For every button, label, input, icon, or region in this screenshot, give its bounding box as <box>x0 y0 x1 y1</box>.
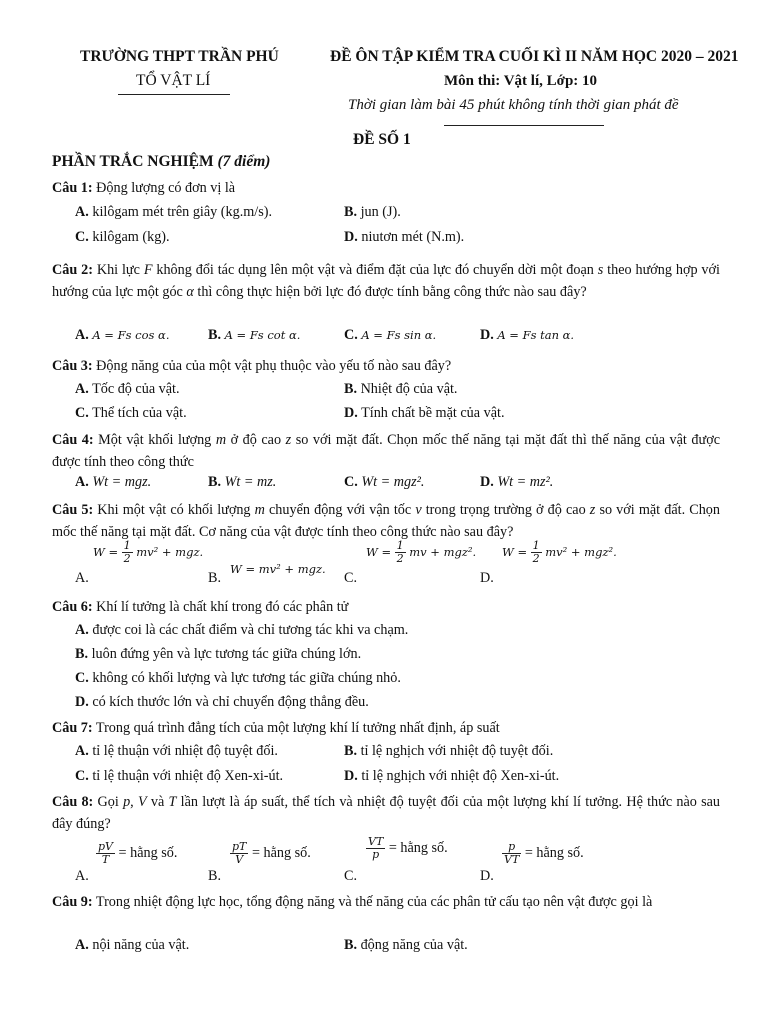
section-title: PHẦN TRẮC NGHIỆM (7 điểm) <box>52 153 271 170</box>
q7-option-d: D. tỉ lệ nghịch với nhiệt độ Xen-xi-út. <box>344 768 560 784</box>
q2-option-b: B. A = Fs cot α. <box>208 327 301 343</box>
question-3: Câu 3: Động năng của của một vật phụ thuộc vào yếu tố nào sau đây? <box>52 358 452 374</box>
q8-option-a: $\frac{pV}{T}$ = hằng số. <box>98 840 178 866</box>
q7-option-b: B. tỉ lệ nghịch với nhiệt độ tuyệt đối. <box>344 743 554 759</box>
q8-option-b-letter: B. <box>208 868 222 884</box>
q9-option-b: B. động năng của vật. <box>344 937 468 953</box>
q6-option-c: C. không có khối lượng và lực tương tác giữa chúng nhỏ. <box>75 670 401 686</box>
question-7: Câu 7: Trong quá trình đẳng tích của một lượng khí lí tưởng nhất định, áp suất <box>52 720 500 736</box>
q8-option-a-letter: A. <box>75 868 89 884</box>
exam-time: Thời gian làm bài 45 phút không tính thời gian phát đề <box>348 97 679 113</box>
school-name: TRƯỜNG THPT TRẦN PHÚ <box>80 48 279 65</box>
q3-option-b: B. Nhiệt độ của vật. <box>344 381 458 397</box>
q5-option-a-letter: A. <box>75 570 89 586</box>
question-2: Câu 2: Khi lực F không đổi tác dụng lên một vật và điểm đặt của lực đó chuyển dời một đoạn s theo hướng hợp với hướng của lực một góc α thì công thực hiện bởi lực đó được tính bằng công thức nào sau đây? <box>52 262 720 300</box>
exam-title: ĐỀ ÔN TẬP KIỂM TRA CUỐI KÌ II NĂM HỌC 2020 – 2021 <box>330 48 739 65</box>
exam-subject: Môn thi: Vật lí, Lớp: 10 <box>444 73 598 89</box>
q1-option-a: A. kilôgam mét trên giây (kg.m/s). <box>75 204 273 220</box>
q5-option-d: W = $\frac{1}{2}$ mv² + mgz². <box>502 539 617 565</box>
q5-option-b: W = mv² + mgz. <box>230 562 326 576</box>
question-9: Câu 9: Trong nhiệt động lực học, tổng động năng và thế năng của các phân tử cấu tạo nên vật được gọi là <box>52 894 653 910</box>
q1-option-d: D. niutơn mét (N.m). <box>344 229 465 245</box>
department-name: TỔ VẬT LÍ <box>136 72 211 89</box>
q2-option-a: A. A = Fs cos α. <box>75 327 170 343</box>
question-6: Câu 6: Khí lí tưởng là chất khí trong đó các phân tử <box>52 599 349 615</box>
q7-option-c: C. tỉ lệ thuận với nhiệt độ Xen-xi-út. <box>75 768 284 784</box>
q5-option-a: W = $\frac{1}{2}$ mv² + mgz. <box>93 539 204 565</box>
q8-option-b: $\frac{pT}{V}$ = hằng số. <box>232 840 311 866</box>
header-underline-right <box>444 125 604 126</box>
q5-option-b-letter: B. <box>208 570 222 586</box>
q8-option-d: $\frac{p}{VT}$ = hằng số. <box>504 840 584 866</box>
exam-number: ĐỀ SỐ 1 <box>353 131 411 148</box>
q5-option-d-letter: D. <box>480 570 494 586</box>
q3-option-a: A. Tốc độ của vật. <box>75 381 180 397</box>
question-4: Câu 4: Một vật khối lượng m ở độ cao z so với mặt đất. Chọn mốc thế năng tại mặt đất thì thế năng của vật được được tính theo công thức <box>52 432 720 470</box>
q6-option-a: A. được coi là các chất điểm và chỉ tương tác khi va chạm. <box>75 622 409 638</box>
q8-option-d-letter: D. <box>480 868 494 884</box>
q5-option-c: W = $\frac{1}{2}$ mv + mgz². <box>366 539 477 565</box>
q1-option-b: B. jun (J). <box>344 204 401 220</box>
q3-option-c: C. Thể tích của vật. <box>75 405 187 421</box>
q2-option-d: D. A = Fs tan α. <box>480 327 575 343</box>
q4-option-b: B. Wt = mz. <box>208 474 277 490</box>
header-underline-left <box>118 94 230 95</box>
q5-option-c-letter: C. <box>344 570 358 586</box>
q2-option-c: C. A = Fs sin α. <box>344 327 437 343</box>
question-8: Câu 8: Gọi p, V và T lần lượt là áp suất, thể tích và nhiệt độ tuyệt đối của một lượng khí lí tưởng. Hệ thức nào sau đây đúng? <box>52 794 721 832</box>
question-5: Câu 5: Khi một vật có khối lượng m chuyển động với vận tốc v trong trọng trường ở độ cao z so với mặt đất. Chọn mốc thế năng tại mặt đất. Cơ năng của vật được tính theo công thức nào sau đây? <box>52 502 720 540</box>
q4-option-d: D. Wt = mz². <box>480 474 554 490</box>
q8-option-c: $\frac{VT}{p}$ = hằng số. <box>368 835 448 861</box>
q6-option-b: B. luôn đứng yên và lực tương tác giữa chúng lớn. <box>75 646 362 662</box>
q7-option-a: A. tỉ lệ thuận với nhiệt độ tuyệt đối. <box>75 743 278 759</box>
q4-option-a: A. Wt = mgz. <box>75 474 152 490</box>
question-1: Câu 1: Động lượng có đơn vị là <box>52 180 236 196</box>
q1-option-c: C. kilôgam (kg). <box>75 229 170 245</box>
q9-option-a: A. nội năng của vật. <box>75 937 190 953</box>
q8-option-c-letter: C. <box>344 868 358 884</box>
q3-option-d: D. Tính chất bề mặt của vật. <box>344 405 505 421</box>
q4-option-c: C. Wt = mgz². <box>344 474 425 490</box>
q6-option-d: D. có kích thước lớn và chỉ chuyển động thẳng đều. <box>75 694 369 710</box>
